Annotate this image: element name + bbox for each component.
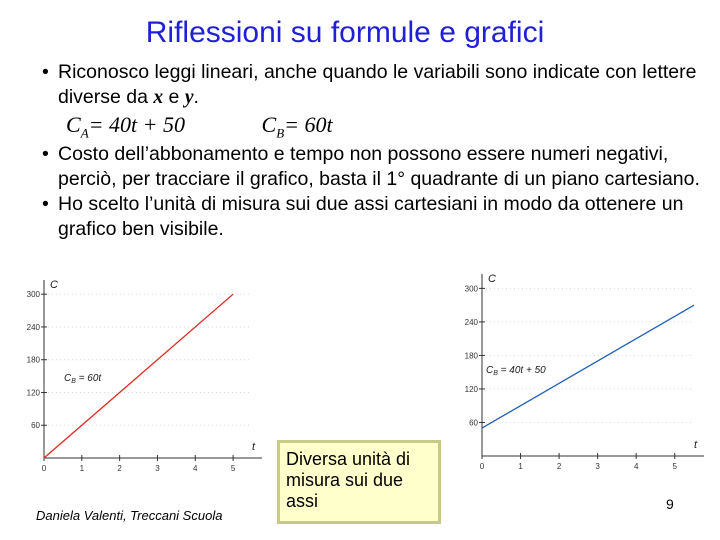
y-tick-label: 240 bbox=[464, 317, 478, 327]
bullet-2-text: Costo dell’abbonamento e tempo non possono essere numeri negativi, perciò, per tracciare il grafico, basta il 1° quadrante di un piano cartesiano. bbox=[58, 143, 700, 190]
y-tick-label: 300 bbox=[464, 284, 478, 294]
footer-credit: Daniela Valenti, Treccani Scuola bbox=[36, 508, 223, 523]
formula-b: $C_B= 60t$ bbox=[261, 112, 333, 141]
formula-a: $C_A= 40t + 50$ bbox=[66, 112, 185, 141]
var-x: x bbox=[153, 87, 164, 108]
y-tick-label: 60 bbox=[31, 421, 40, 431]
bullet-3-text: Ho scelto l’unità di misura sui due assi cartesiani in modo da ottenere un grafico ben visibile. bbox=[58, 193, 684, 240]
series-line bbox=[44, 294, 233, 458]
bullet-1-end: . bbox=[193, 86, 199, 108]
x-axis-label: t bbox=[694, 439, 698, 451]
x-tick-label: 0 bbox=[41, 464, 47, 473]
x-tick-label: 5 bbox=[230, 464, 236, 473]
y-axis-label: C bbox=[50, 279, 58, 291]
x-tick-label: 3 bbox=[595, 462, 600, 471]
chart-cb-60t bbox=[22, 268, 262, 478]
slide-title: Riflessioni su formule e grafici bbox=[145, 16, 545, 49]
series-label: $C_B = 40t + 50$ bbox=[486, 365, 546, 377]
y-tick-label: 120 bbox=[26, 388, 40, 398]
x-tick-label: 2 bbox=[556, 462, 562, 471]
formulas bbox=[66, 112, 712, 141]
bullet-dot: • bbox=[42, 193, 49, 215]
note-box: Diversa unità di misura sui due assi bbox=[277, 440, 441, 524]
bullet-2 bbox=[42, 142, 712, 192]
x-tick-label: 3 bbox=[155, 464, 160, 473]
series-label: $C_B = 60t$ bbox=[64, 373, 102, 385]
x-tick-label: 1 bbox=[79, 464, 85, 473]
bullet-3 bbox=[42, 192, 712, 242]
x-tick-label: 5 bbox=[672, 462, 677, 471]
x-tick-label: 4 bbox=[193, 464, 198, 473]
y-tick-label: 60 bbox=[469, 418, 478, 428]
y-tick-label: 120 bbox=[464, 384, 478, 394]
y-tick-label: 180 bbox=[464, 351, 478, 361]
bullet-list bbox=[42, 60, 712, 242]
chart-cb-40t-50 bbox=[458, 266, 698, 478]
x-axis-label: t bbox=[252, 441, 256, 453]
x-tick-label: 4 bbox=[633, 462, 639, 471]
x-tick-label: 0 bbox=[479, 462, 485, 471]
x-tick-label: 2 bbox=[117, 464, 122, 473]
y-tick-label: 300 bbox=[26, 290, 40, 300]
page-number: 9 bbox=[666, 496, 674, 512]
bullet-1-text: Riconosco leggi lineari, anche quando le variabili sono indicate con lettere diverse da bbox=[58, 61, 697, 108]
y-axis-label: C bbox=[488, 273, 496, 285]
and-word: e bbox=[163, 86, 185, 108]
y-tick-label: 240 bbox=[26, 322, 40, 332]
bullet-dot: • bbox=[42, 143, 49, 165]
var-y: y bbox=[184, 87, 194, 108]
bullet-dot: • bbox=[42, 61, 49, 83]
y-tick-label: 180 bbox=[26, 355, 40, 365]
bullet-1 bbox=[42, 60, 712, 110]
x-tick-label: 1 bbox=[518, 462, 523, 471]
